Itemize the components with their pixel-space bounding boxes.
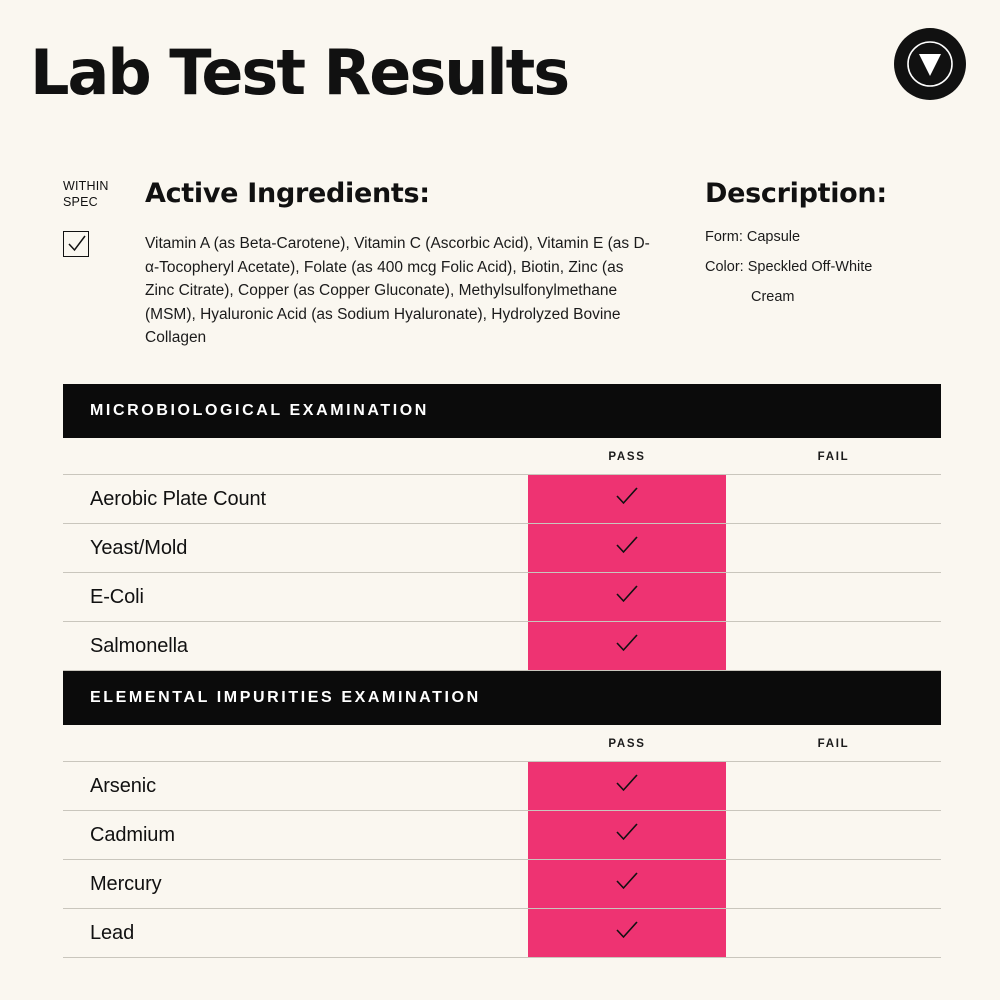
- fail-cell: [726, 860, 941, 909]
- table-row: [63, 573, 941, 622]
- table-elemental-impurities: [63, 725, 941, 958]
- test-name: Cadmium: [63, 811, 528, 860]
- test-name: Lead: [63, 909, 528, 958]
- pass-cell: [528, 573, 726, 622]
- check-icon: [614, 632, 640, 654]
- check-icon: [66, 233, 88, 255]
- description-color-continued: Cream: [751, 289, 795, 306]
- check-icon: [614, 534, 640, 556]
- check-icon: [614, 919, 640, 941]
- page-title: Lab Test Results: [30, 36, 569, 109]
- pass-cell: [528, 762, 726, 811]
- column-header-pass: PASS: [528, 438, 726, 475]
- check-icon: [614, 485, 640, 507]
- table-row: [63, 475, 941, 524]
- test-name: E-Coli: [63, 573, 528, 622]
- active-ingredients-heading: Active Ingredients:: [145, 178, 430, 209]
- pass-cell: [528, 524, 726, 573]
- table-microbiological: [63, 438, 941, 671]
- pass-cell: [528, 909, 726, 958]
- fail-cell: [726, 573, 941, 622]
- brand-logo: [894, 28, 966, 100]
- check-icon: [614, 583, 640, 605]
- fail-cell: [726, 524, 941, 573]
- section-elemental-impurities: [63, 671, 941, 958]
- section-title-microbiological: MICROBIOLOGICAL EXAMINATION: [63, 384, 941, 438]
- test-name: Aerobic Plate Count: [63, 475, 528, 524]
- active-ingredients-block: [145, 178, 655, 350]
- test-name: Arsenic: [63, 762, 528, 811]
- description-heading: Description:: [705, 178, 887, 209]
- within-spec-block: [63, 178, 143, 257]
- test-name: Salmonella: [63, 622, 528, 671]
- column-header-pass: PASS: [528, 725, 726, 762]
- test-name: Yeast/Mold: [63, 524, 528, 573]
- check-icon: [614, 821, 640, 843]
- table-row: [63, 762, 941, 811]
- table-row: [63, 909, 941, 958]
- table-row: [63, 622, 941, 671]
- column-header-name: [63, 725, 528, 762]
- table-row: [63, 860, 941, 909]
- pass-cell: [528, 811, 726, 860]
- within-spec-checkbox[interactable]: [63, 231, 89, 257]
- table-row: [63, 524, 941, 573]
- description-color: Color: Speckled Off-White: [705, 259, 873, 276]
- fail-cell: [726, 622, 941, 671]
- description-form: Form: Capsule: [705, 229, 801, 245]
- section-title-elemental-impurities: ELEMENTAL IMPURITIES EXAMINATION: [63, 671, 941, 725]
- fail-cell: [726, 811, 941, 860]
- fail-cell: [726, 762, 941, 811]
- fail-cell: [726, 909, 941, 958]
- section-microbiological: [63, 384, 941, 671]
- pass-cell: [528, 622, 726, 671]
- results-tables: [63, 384, 941, 958]
- pass-cell: [528, 860, 726, 909]
- column-header-fail: FAIL: [726, 438, 941, 475]
- description-block: [705, 178, 970, 308]
- check-icon: [614, 870, 640, 892]
- active-ingredients-text: Vitamin A (as Beta-Carotene), Vitamin C (Ascorbic Acid), Vitamin E (as D-α-Tocopheryl Acetate), Folate (as 400 mcg Folic Acid), Biotin, Zinc (as Zinc Citrate), Copper (as Copper Gluconate), Methylsulfonylmethane (MSM), Hyaluronic Acid (as Sodium Hyaluronate), Hydrolyzed Bovine Collagen: [145, 235, 650, 347]
- table-header-row: [63, 438, 941, 475]
- pass-cell: [528, 475, 726, 524]
- within-spec-label-line1: WITHIN: [63, 179, 109, 193]
- column-header-name: [63, 438, 528, 475]
- table-row: [63, 811, 941, 860]
- within-spec-label-line2: SPEC: [63, 195, 98, 209]
- check-icon: [614, 772, 640, 794]
- test-name: Mercury: [63, 860, 528, 909]
- column-header-fail: FAIL: [726, 725, 941, 762]
- fail-cell: [726, 475, 941, 524]
- table-header-row: [63, 725, 941, 762]
